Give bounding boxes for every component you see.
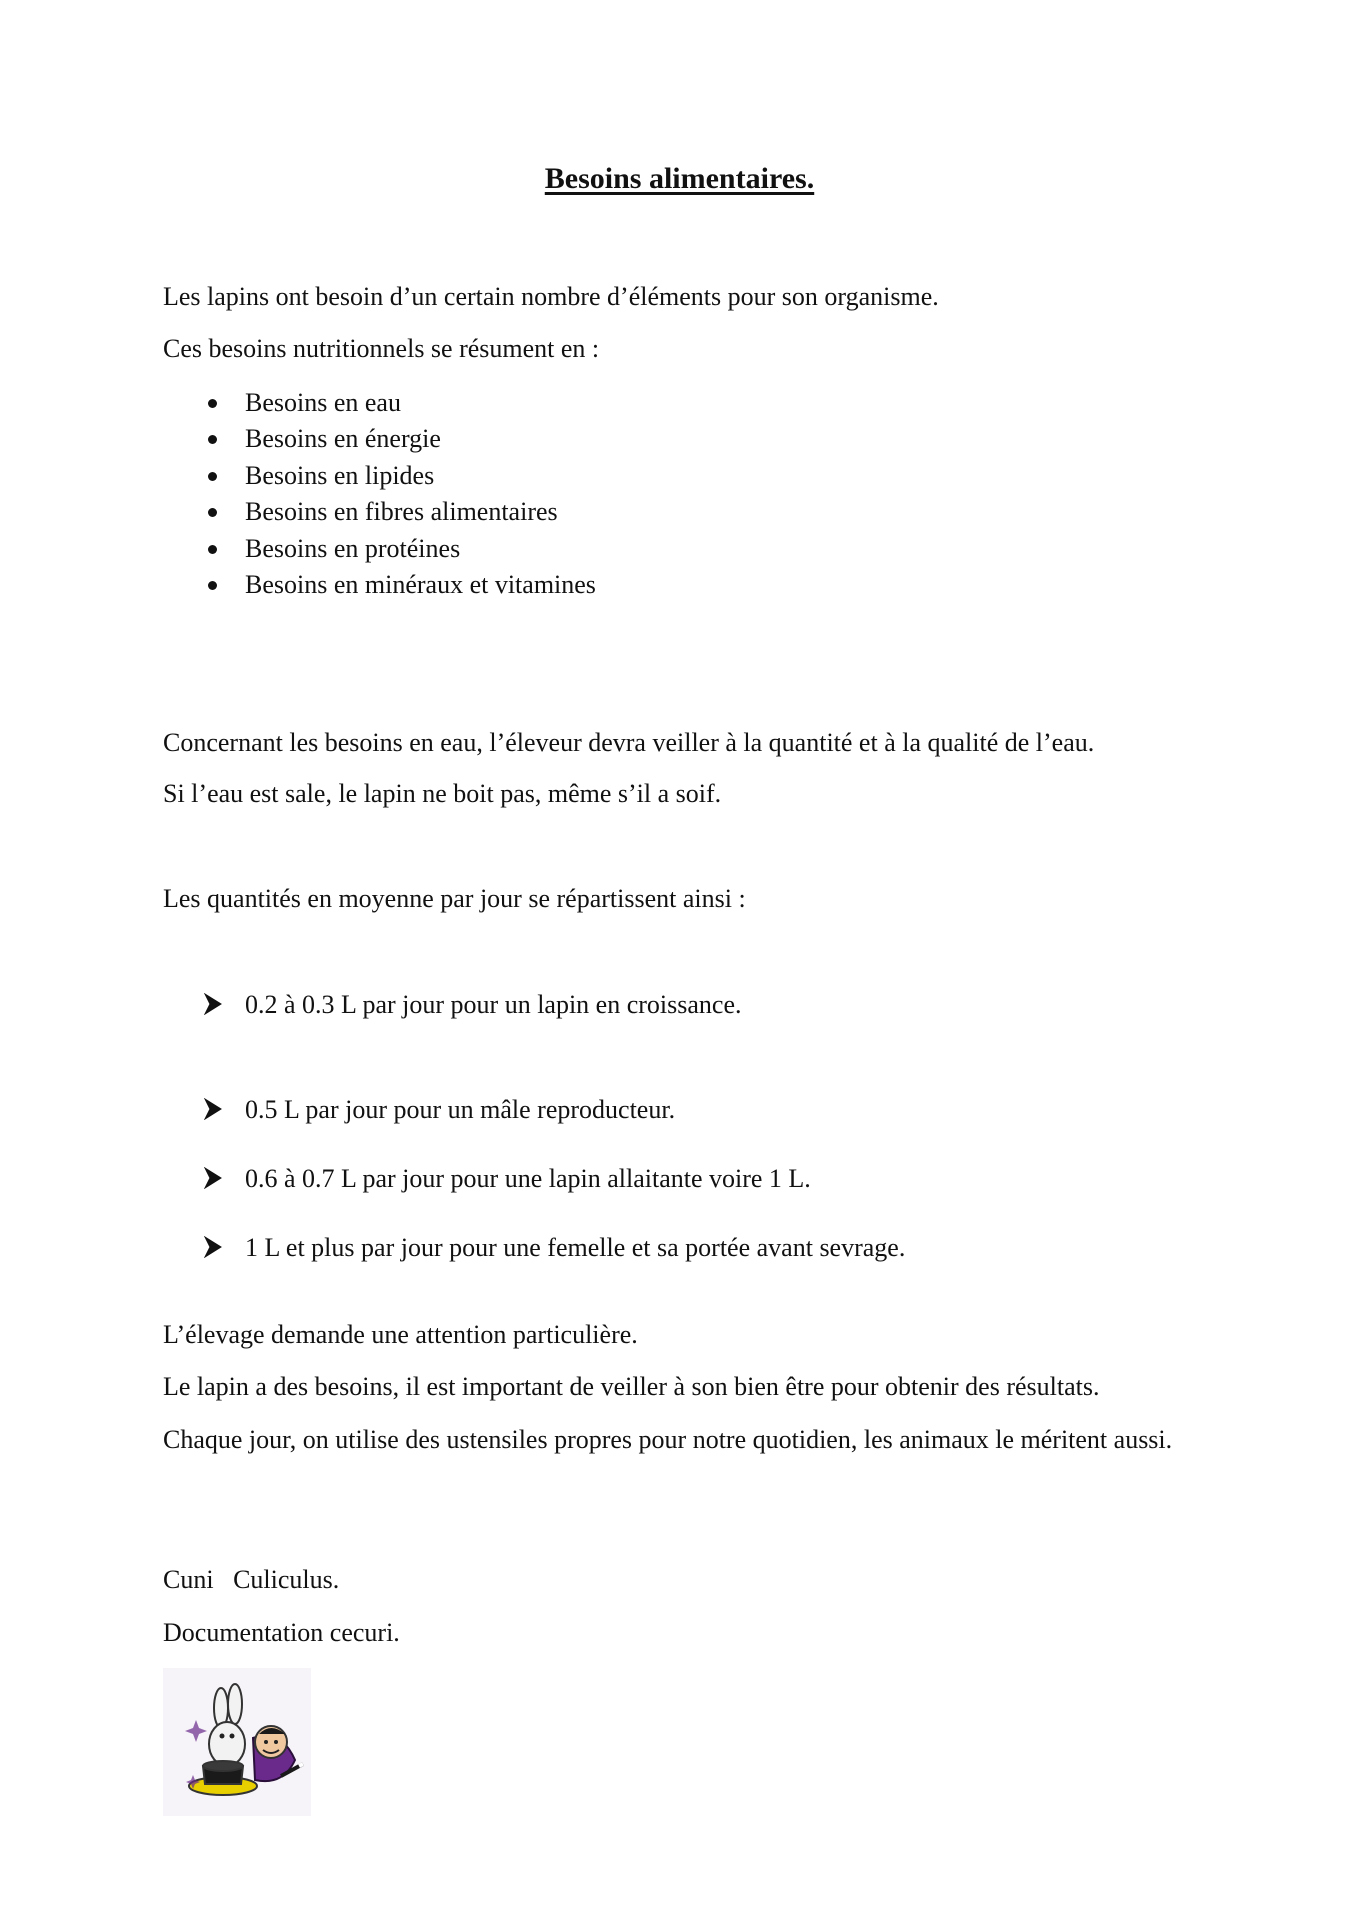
arrow-bullet-icon <box>204 993 222 1015</box>
quantity-item: 0.2 à 0.3 L par jour pour un lapin en croissance. <box>163 988 742 1022</box>
signature-source: Documentation cecuri. <box>163 1618 400 1647</box>
bullet-icon <box>208 545 217 554</box>
list-item: Besoins en protéines <box>163 531 596 567</box>
intro-line-1: Les lapins ont besoin d’un certain nombre d’éléments pour son organisme. <box>163 282 939 311</box>
bullet-icon <box>208 472 217 481</box>
bullet-icon <box>208 508 217 517</box>
quantity-item: 1 L et plus par jour pour une femelle et sa portée avant sevrage. <box>163 1231 905 1265</box>
closing-line-1: L’élevage demande une attention particulière. <box>163 1320 638 1349</box>
bullet-icon <box>208 435 217 444</box>
arrow-bullet-icon <box>204 1167 222 1189</box>
closing-line-2: Le lapin a des besoins, il est important de veiller à son bien être pour obtenir des résultats. <box>163 1372 1100 1401</box>
arrow-bullet-icon <box>204 1098 222 1120</box>
magician-rabbit-hat-icon <box>163 1668 311 1816</box>
needs-list <box>163 385 596 603</box>
list-item: Besoins en minéraux et vitamines <box>163 567 596 603</box>
water-line-2: Si l’eau est sale, le lapin ne boit pas, même s’il a soif. <box>163 779 722 808</box>
quantities-intro: Les quantités en moyenne par jour se répartissent ainsi : <box>163 884 746 913</box>
quantity-item: 0.6 à 0.7 L par jour pour une lapin allaitante voire 1 L. <box>163 1162 811 1196</box>
intro-line-2: Ces besoins nutritionnels se résument en : <box>163 334 600 363</box>
quantity-item: 0.5 L par jour pour un mâle reproducteur. <box>163 1093 675 1127</box>
water-line-1: Concernant les besoins en eau, l’éleveur devra veiller à la quantité et à la qualité de l’eau. <box>163 728 1095 757</box>
signature-author: Cuni Culiculus. <box>163 1565 340 1594</box>
list-item: Besoins en énergie <box>163 421 596 457</box>
list-item: Besoins en lipides <box>163 458 596 494</box>
list-item: Besoins en fibres alimentaires <box>163 494 596 530</box>
page-title: Besoins alimentaires. <box>544 162 815 195</box>
bullet-icon <box>208 581 217 590</box>
bullet-icon <box>208 399 217 408</box>
closing-line-3: Chaque jour, on utilise des ustensiles propres pour notre quotidien, les animaux le méritent aussi. <box>163 1425 1173 1454</box>
arrow-bullet-icon <box>204 1236 222 1258</box>
list-item: Besoins en eau <box>163 385 596 421</box>
